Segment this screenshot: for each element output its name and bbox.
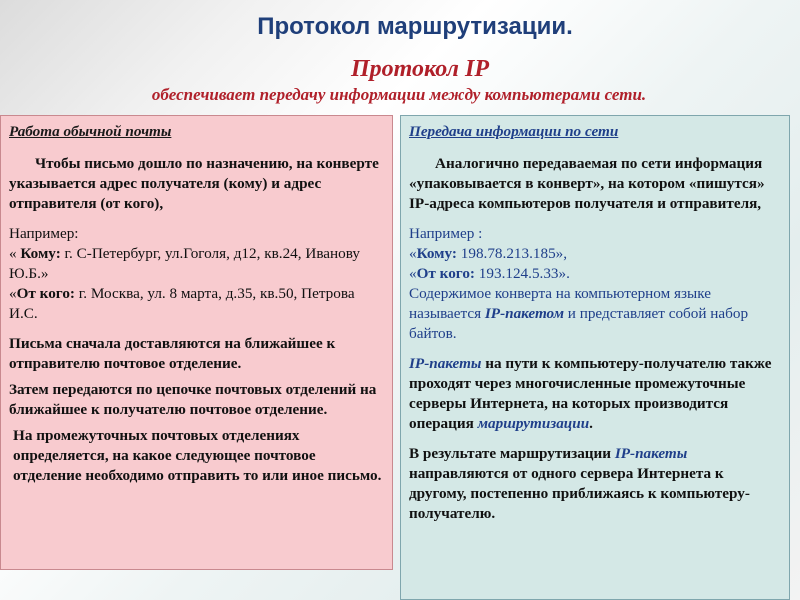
network-intro: Аналогично передаваемая по сети информация «упаковывается в конверт», на котором «пишутся» IP-адреса компьютеров получателя и отправителя, <box>409 155 765 212</box>
network-content <box>409 284 781 344</box>
network-step-1-end: . <box>589 415 593 432</box>
network-to-line <box>409 244 781 264</box>
mail-panel <box>0 115 393 570</box>
network-from-line <box>409 264 781 284</box>
network-content-post: и представляет собой набор байтов. <box>409 305 749 342</box>
mail-from-value: г. Москва, ул. 8 марта, д.35, кв.50, Петрова И.С. <box>9 285 355 322</box>
page-tagline: обеспечивает передачу информации между компьютерами сети. <box>151 85 647 104</box>
network-step-1-text: на пути к компьютеру-получателю также проходят через многочисленные промежуточные серверы Интернета, на которых производится операция <box>409 355 772 432</box>
network-from-prefix: « <box>409 265 417 282</box>
network-step-1 <box>409 354 781 434</box>
title-block <box>0 12 800 106</box>
page-subtitle: Протокол IP <box>351 56 489 82</box>
network-step-2-pre: В результате маршрутизации <box>409 445 615 462</box>
network-to-value: 198.78.213.185», <box>456 245 568 262</box>
network-content-pre: Содержимое конверта на компьютерном языке называется <box>409 285 711 322</box>
network-example-label: Например : <box>409 225 483 242</box>
mail-example-label: Например: <box>9 225 79 242</box>
network-heading: Передача информации по сети <box>409 123 619 140</box>
network-panel <box>400 115 790 600</box>
mail-intro: Чтобы письмо дошло по назначению, на конверте указывается адрес получателя (кому) и адрес отправителя (от кого), <box>9 155 379 212</box>
network-from-value: 193.124.5.33». <box>474 265 570 282</box>
network-step-2-text: направляются от одного сервера Интернета к другому, постепенно приближаясь к компьютеру-получателю. <box>409 465 750 522</box>
mail-from-line <box>9 284 384 324</box>
network-step-1-term: IP-пакеты <box>409 355 482 372</box>
network-from-label: От кого: <box>416 265 475 282</box>
mail-to-label: Кому: <box>20 245 61 262</box>
network-step-2 <box>409 444 781 524</box>
mail-step-3: На промежуточных почтовых отделениях определяется, на какое следующее почтовое отделение необходимо отправить то или иное письмо. <box>13 427 382 484</box>
page-title: Протокол маршрутизации. <box>257 13 573 40</box>
mail-to-line <box>9 244 384 284</box>
network-step-1-term2: маршрутизации <box>477 415 590 432</box>
network-to-prefix: « <box>409 245 417 262</box>
mail-to-value: г. С-Петербург, ул.Гоголя, д12, кв.24, Иванову Ю.Б.» <box>9 245 360 282</box>
network-step-2-term: IP-пакеты <box>614 445 688 462</box>
network-to-label: Кому: <box>416 245 457 262</box>
mail-heading: Работа обычной почты <box>9 123 172 140</box>
mail-to-prefix: « <box>9 245 21 262</box>
mail-step-1: Письма сначала доставляются на ближайшее к отправителю почтовое отделение. <box>9 335 336 372</box>
mail-from-label: От кого: <box>16 285 75 302</box>
mail-step-2: Затем передаются по цепочке почтовых отделений на ближайшее к получателю почтовое отделение. <box>9 381 377 418</box>
network-content-term: IP-пакетом <box>484 305 564 322</box>
mail-from-prefix: « <box>9 285 17 302</box>
